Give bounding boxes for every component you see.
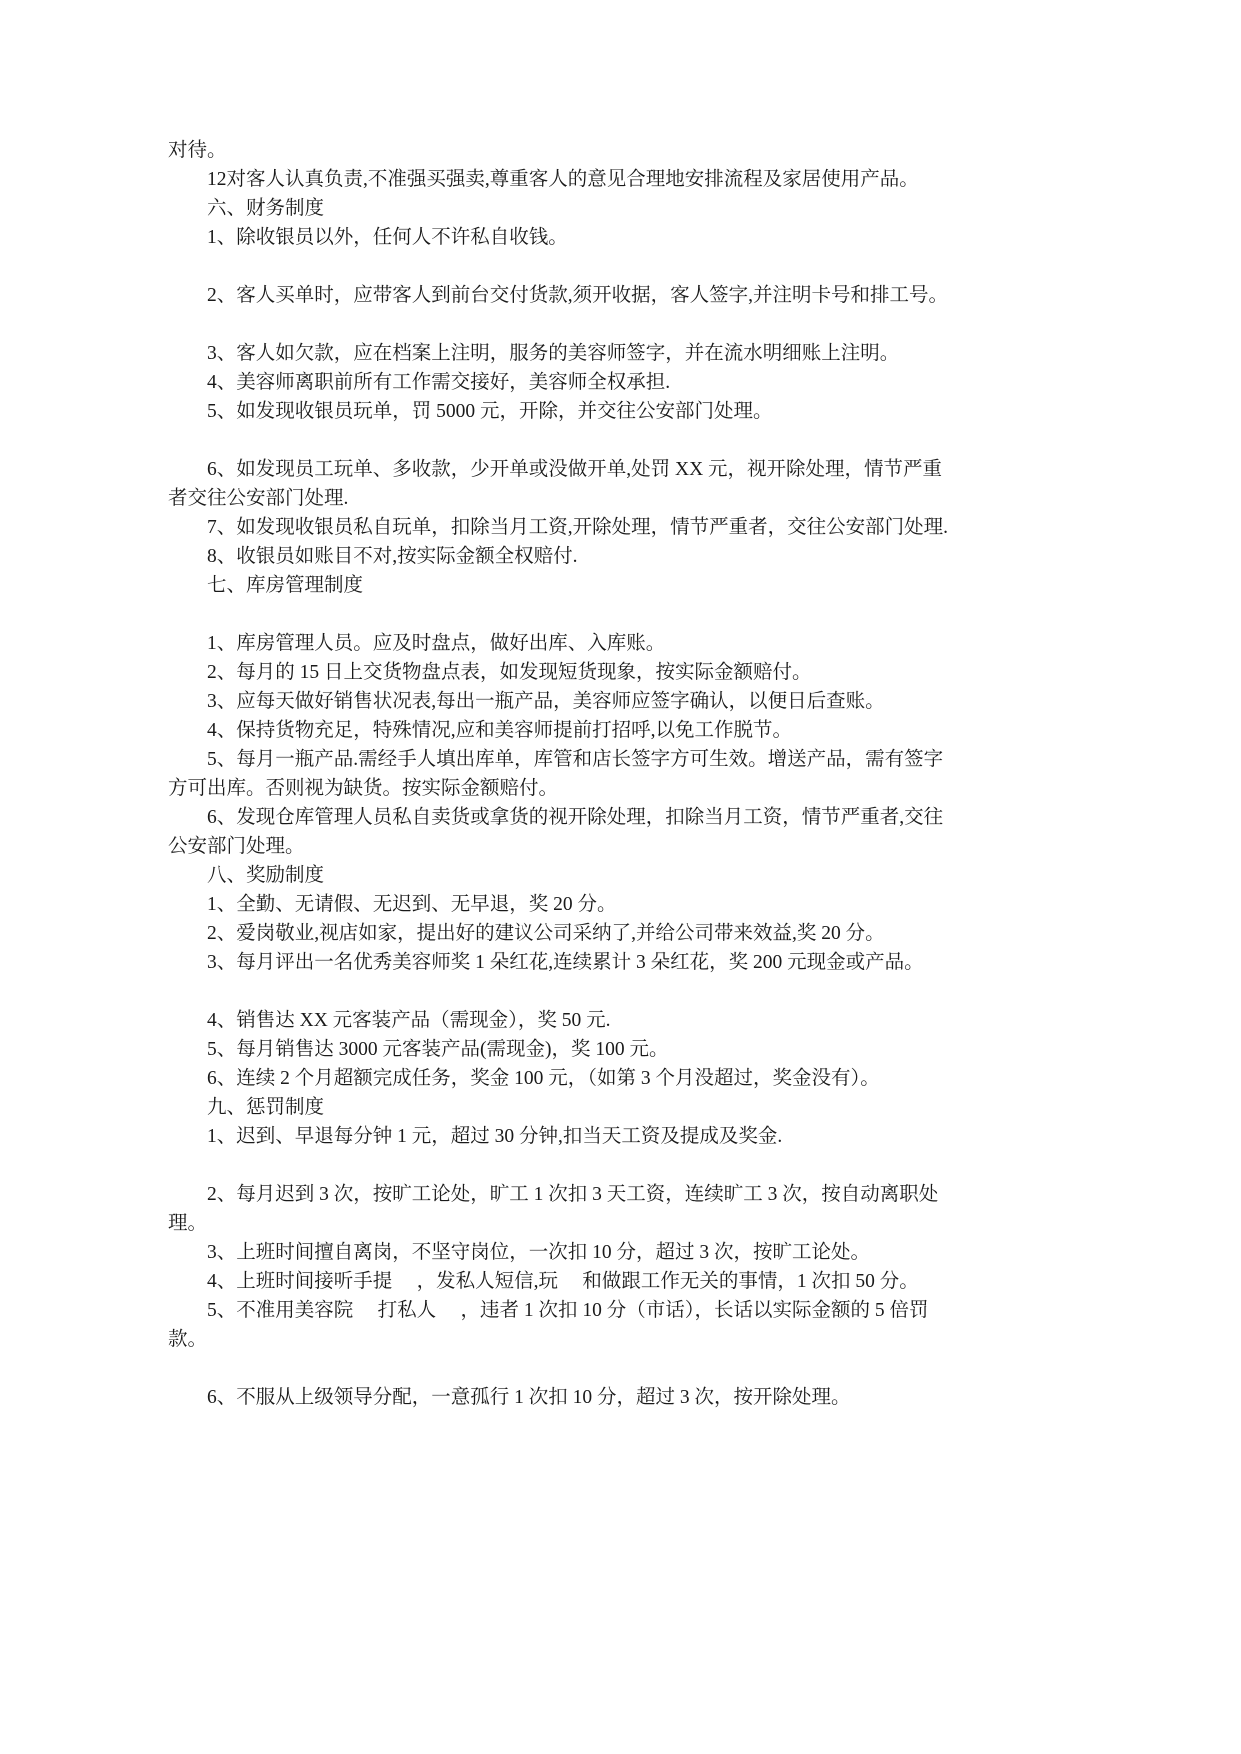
blank-line — [168, 252, 1168, 281]
warehouse-rule-3: 3、应每天做好销售状况表,每出一瓶产品，美容师应签字确认，以便日后查账。 — [207, 691, 885, 712]
continued-text-line: 对待。 — [168, 140, 227, 161]
finance-rule-3: 3、客人如欠款，应在档案上注明，服务的美容师签字，并在流水明细账上注明。 — [207, 343, 900, 364]
section-heading-penalties: 九、惩罚制度 — [207, 1097, 325, 1118]
warehouse-rule-6: 6、发现仓库管理人员私自卖货或拿货的视开除处理，扣除当月工资，情节严重者,交往 — [207, 807, 944, 828]
blank-line — [168, 1354, 1168, 1383]
penalties-rule-1: 1、迟到、早退每分钟 1 元，超过 30 分钟,扣当天工资及提成及奖金. — [207, 1126, 783, 1147]
finance-rule-4: 4、美容师离职前所有工作需交接好，美容师全权承担. — [207, 372, 671, 393]
penalties-rule-5: 5、不准用美容院 打私人 ，违者 1 次扣 10 分（市话），长话以实际金额的 5 倍罚 — [207, 1300, 929, 1321]
penalties-rule-2-continued: 理。 — [168, 1213, 208, 1234]
warehouse-rule-2: 2、每月的 15 日上交货物盘点表，如发现短货现象，按实际金额赔付。 — [207, 662, 812, 683]
document-body — [168, 136, 1168, 1412]
rewards-rule-5: 5、每月销售达 3000 元客装产品(需现金)，奖 100 元。 — [207, 1039, 669, 1060]
rewards-rule-3: 3、每月评出一名优秀美容师奖 1 朵红花,连续累计 3 朵红花，奖 200 元现金或产品。 — [207, 952, 924, 973]
penalties-rule-5-continued: 款。 — [168, 1329, 208, 1350]
penalties-rule-6: 6、不服从上级领导分配，一意孤行 1 次扣 10 分，超过 3 次，按开除处理。 — [207, 1387, 851, 1408]
warehouse-rule-4: 4、保持货物充足，特殊情况,应和美容师提前打招呼,以免工作脱节。 — [207, 720, 793, 741]
warehouse-rule-1: 1、库房管理人员。应及时盘点，做好出库、入库账。 — [207, 633, 666, 654]
finance-rule-6-continued: 者交往公安部门处理. — [168, 488, 349, 509]
section-heading-finance: 六、财务制度 — [207, 198, 325, 219]
blank-line — [168, 1151, 1168, 1180]
warehouse-rule-6-continued: 公安部门处理。 — [168, 836, 305, 857]
section-heading-rewards: 八、奖励制度 — [207, 865, 325, 886]
finance-rule-1: 1、除收银员以外，任何人不许私自收钱。 — [207, 227, 568, 248]
finance-rule-8: 8、收银员如账目不对,按实际金额全权赔付. — [207, 546, 578, 567]
penalties-rule-4: 4、上班时间接听手提 ，发私人短信,玩 和做跟工作无关的事情，1 次扣 50 分。 — [207, 1271, 919, 1292]
section-heading-warehouse: 七、库房管理制度 — [207, 575, 364, 596]
finance-rule-2: 2、客人买单时，应带客人到前台交付货款,须开收据，客人签字,并注明卡号和排工号。 — [207, 285, 949, 306]
warehouse-rule-5: 5、每月一瓶产品.需经手人填出库单，库管和店长签字方可生效。增送产品，需有签字 — [207, 749, 944, 770]
rewards-rule-2: 2、爱岗敬业,视店如家，提出好的建议公司采纳了,并给公司带来效益,奖 20 分。 — [207, 923, 885, 944]
finance-rule-6: 6、如发现员工玩单、多收款，少开单或没做开单,处罚 XX 元，视开除处理，情节严重 — [207, 459, 943, 480]
warehouse-rule-5-continued: 方可出库。否则视为缺货。按实际金额赔付。 — [168, 778, 559, 799]
blank-line — [168, 426, 1168, 455]
blank-line — [168, 977, 1168, 1006]
blank-line — [168, 310, 1168, 339]
rewards-rule-1: 1、全勤、无请假、无迟到、无早退，奖 20 分。 — [207, 894, 617, 915]
finance-rule-5: 5、如发现收银员玩单，罚 5000 元，开除，并交往公安部门处理。 — [207, 401, 773, 422]
penalties-rule-3: 3、上班时间擅自离岗，不坚守岗位，一次扣 10 分，超过 3 次，按旷工论处。 — [207, 1242, 871, 1263]
penalties-rule-2: 2、每月迟到 3 次，按旷工论处，旷工 1 次扣 3 天工资，连续旷工 3 次，按自动离职处 — [207, 1184, 939, 1205]
finance-rule-7: 7、如发现收银员私自玩单，扣除当月工资,开除处理，情节严重者，交往公安部门处理. — [207, 517, 949, 538]
blank-line — [168, 600, 1168, 629]
rule-item-12: 12对客人认真负责,不准强买强卖,尊重客人的意见合理地安排流程及家居使用产品。 — [207, 169, 919, 190]
rewards-rule-4: 4、销售达 XX 元客装产品（需现金），奖 50 元. — [207, 1010, 611, 1031]
rewards-rule-6: 6、连续 2 个月超额完成任务，奖金 100 元，（如第 3 个月没超过，奖金没有）。 — [207, 1068, 880, 1089]
